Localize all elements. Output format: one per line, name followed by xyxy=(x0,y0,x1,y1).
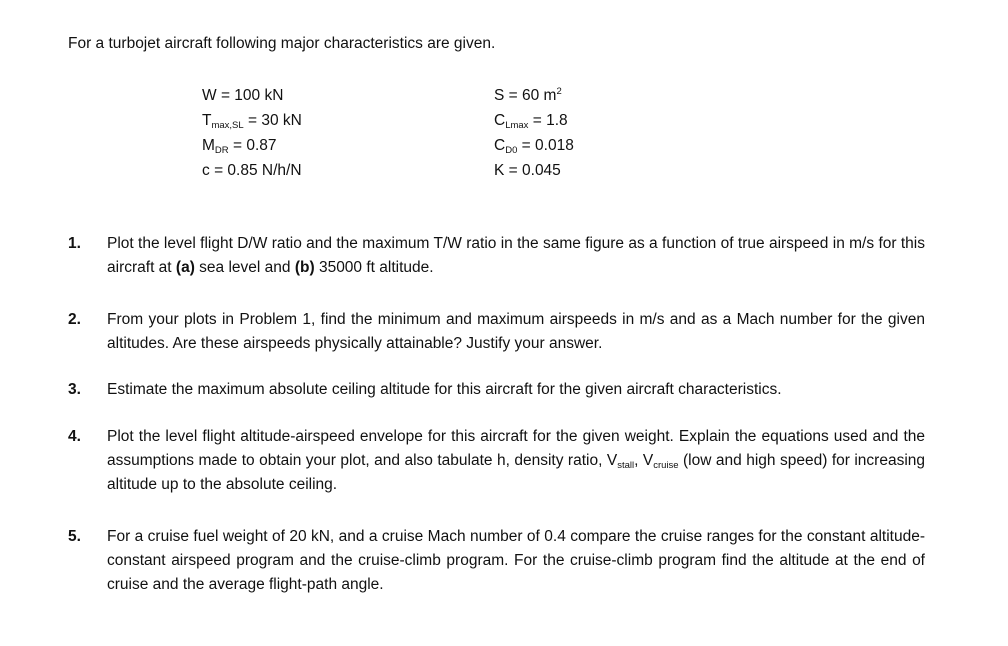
problem-text: Plot the level flight D/W ratio and the maximum T/W ratio in the same figure as a function of true airspeed in m/s for this aircraft at (a) sea level and (b) 35000 ft altitude. xyxy=(107,235,925,276)
param-subscript: D0 xyxy=(505,145,518,156)
param-symbol: S xyxy=(494,87,505,104)
problem-number: 3. xyxy=(68,381,81,398)
param-value: = 60 m xyxy=(508,87,557,104)
param-value: = 0.87 xyxy=(232,137,277,154)
param-value: = 0.018 xyxy=(521,137,574,154)
param-drag-rise-mach xyxy=(202,136,277,156)
param-weight xyxy=(202,86,283,106)
param-zero-lift-drag xyxy=(494,136,574,156)
param-fuel-consumption xyxy=(202,161,302,181)
problem-text: From your plots in Problem 1, find the minimum and maximum airspeeds in m/s and as a Mach number for the given altitudes. Are these airspeeds physically attainable? Justify your answer. xyxy=(107,311,925,352)
param-value: = 0.045 xyxy=(508,162,561,179)
param-symbol: K xyxy=(494,162,505,179)
param-subscript: Lmax xyxy=(505,120,529,131)
param-symbol: C xyxy=(494,112,506,129)
problem-number: 4. xyxy=(68,428,81,445)
param-value: = 30 kN xyxy=(248,112,302,129)
param-value: = 0.85 N/h/N xyxy=(214,162,302,179)
param-wing-area xyxy=(494,86,562,106)
param-superscript: 2 xyxy=(556,86,562,97)
param-symbol: c xyxy=(202,162,210,179)
param-max-thrust xyxy=(202,111,302,131)
parameters-block xyxy=(202,86,622,186)
problem-text: For a cruise fuel weight of 20 kN, and a cruise Mach number of 0.4 compare the cruise ranges for the constant altitude-constant airspeed program and the cruise-climb program. For the cruise-climb program find the altitude at the end of cruise and the average flight-path angle. xyxy=(107,528,925,593)
problem-text: Plot the level flight altitude-airspeed envelope for this aircraft for the given weight. Explain the equations used and the assumptions made to obtain your plot, and also tabulate h, density ratio, $V_{stall}$, $V_{cruise}$ (low and high speed) for increasing altitude up to the absolute ceiling. xyxy=(107,428,926,493)
param-symbol: M xyxy=(202,137,215,154)
param-symbol: T xyxy=(202,112,212,129)
param-induced-drag-factor xyxy=(494,161,561,181)
param-value: = 1.8 xyxy=(532,112,568,129)
intro-text: For a turbojet aircraft following major characteristics are given. xyxy=(68,35,496,52)
param-subscript: max,SL xyxy=(211,120,244,131)
problem-number: 1. xyxy=(68,235,81,252)
param-subscript: DR xyxy=(214,145,229,156)
param-symbol: W xyxy=(202,87,217,104)
param-value: = 100 kN xyxy=(220,87,284,104)
problem-text: Estimate the maximum absolute ceiling altitude for this aircraft for the given aircraft characteristics. xyxy=(107,381,782,398)
problem-number: 2. xyxy=(68,311,81,328)
problem-number: 5. xyxy=(68,528,81,545)
param-max-lift-coefficient xyxy=(494,111,568,131)
param-symbol: C xyxy=(494,137,506,154)
